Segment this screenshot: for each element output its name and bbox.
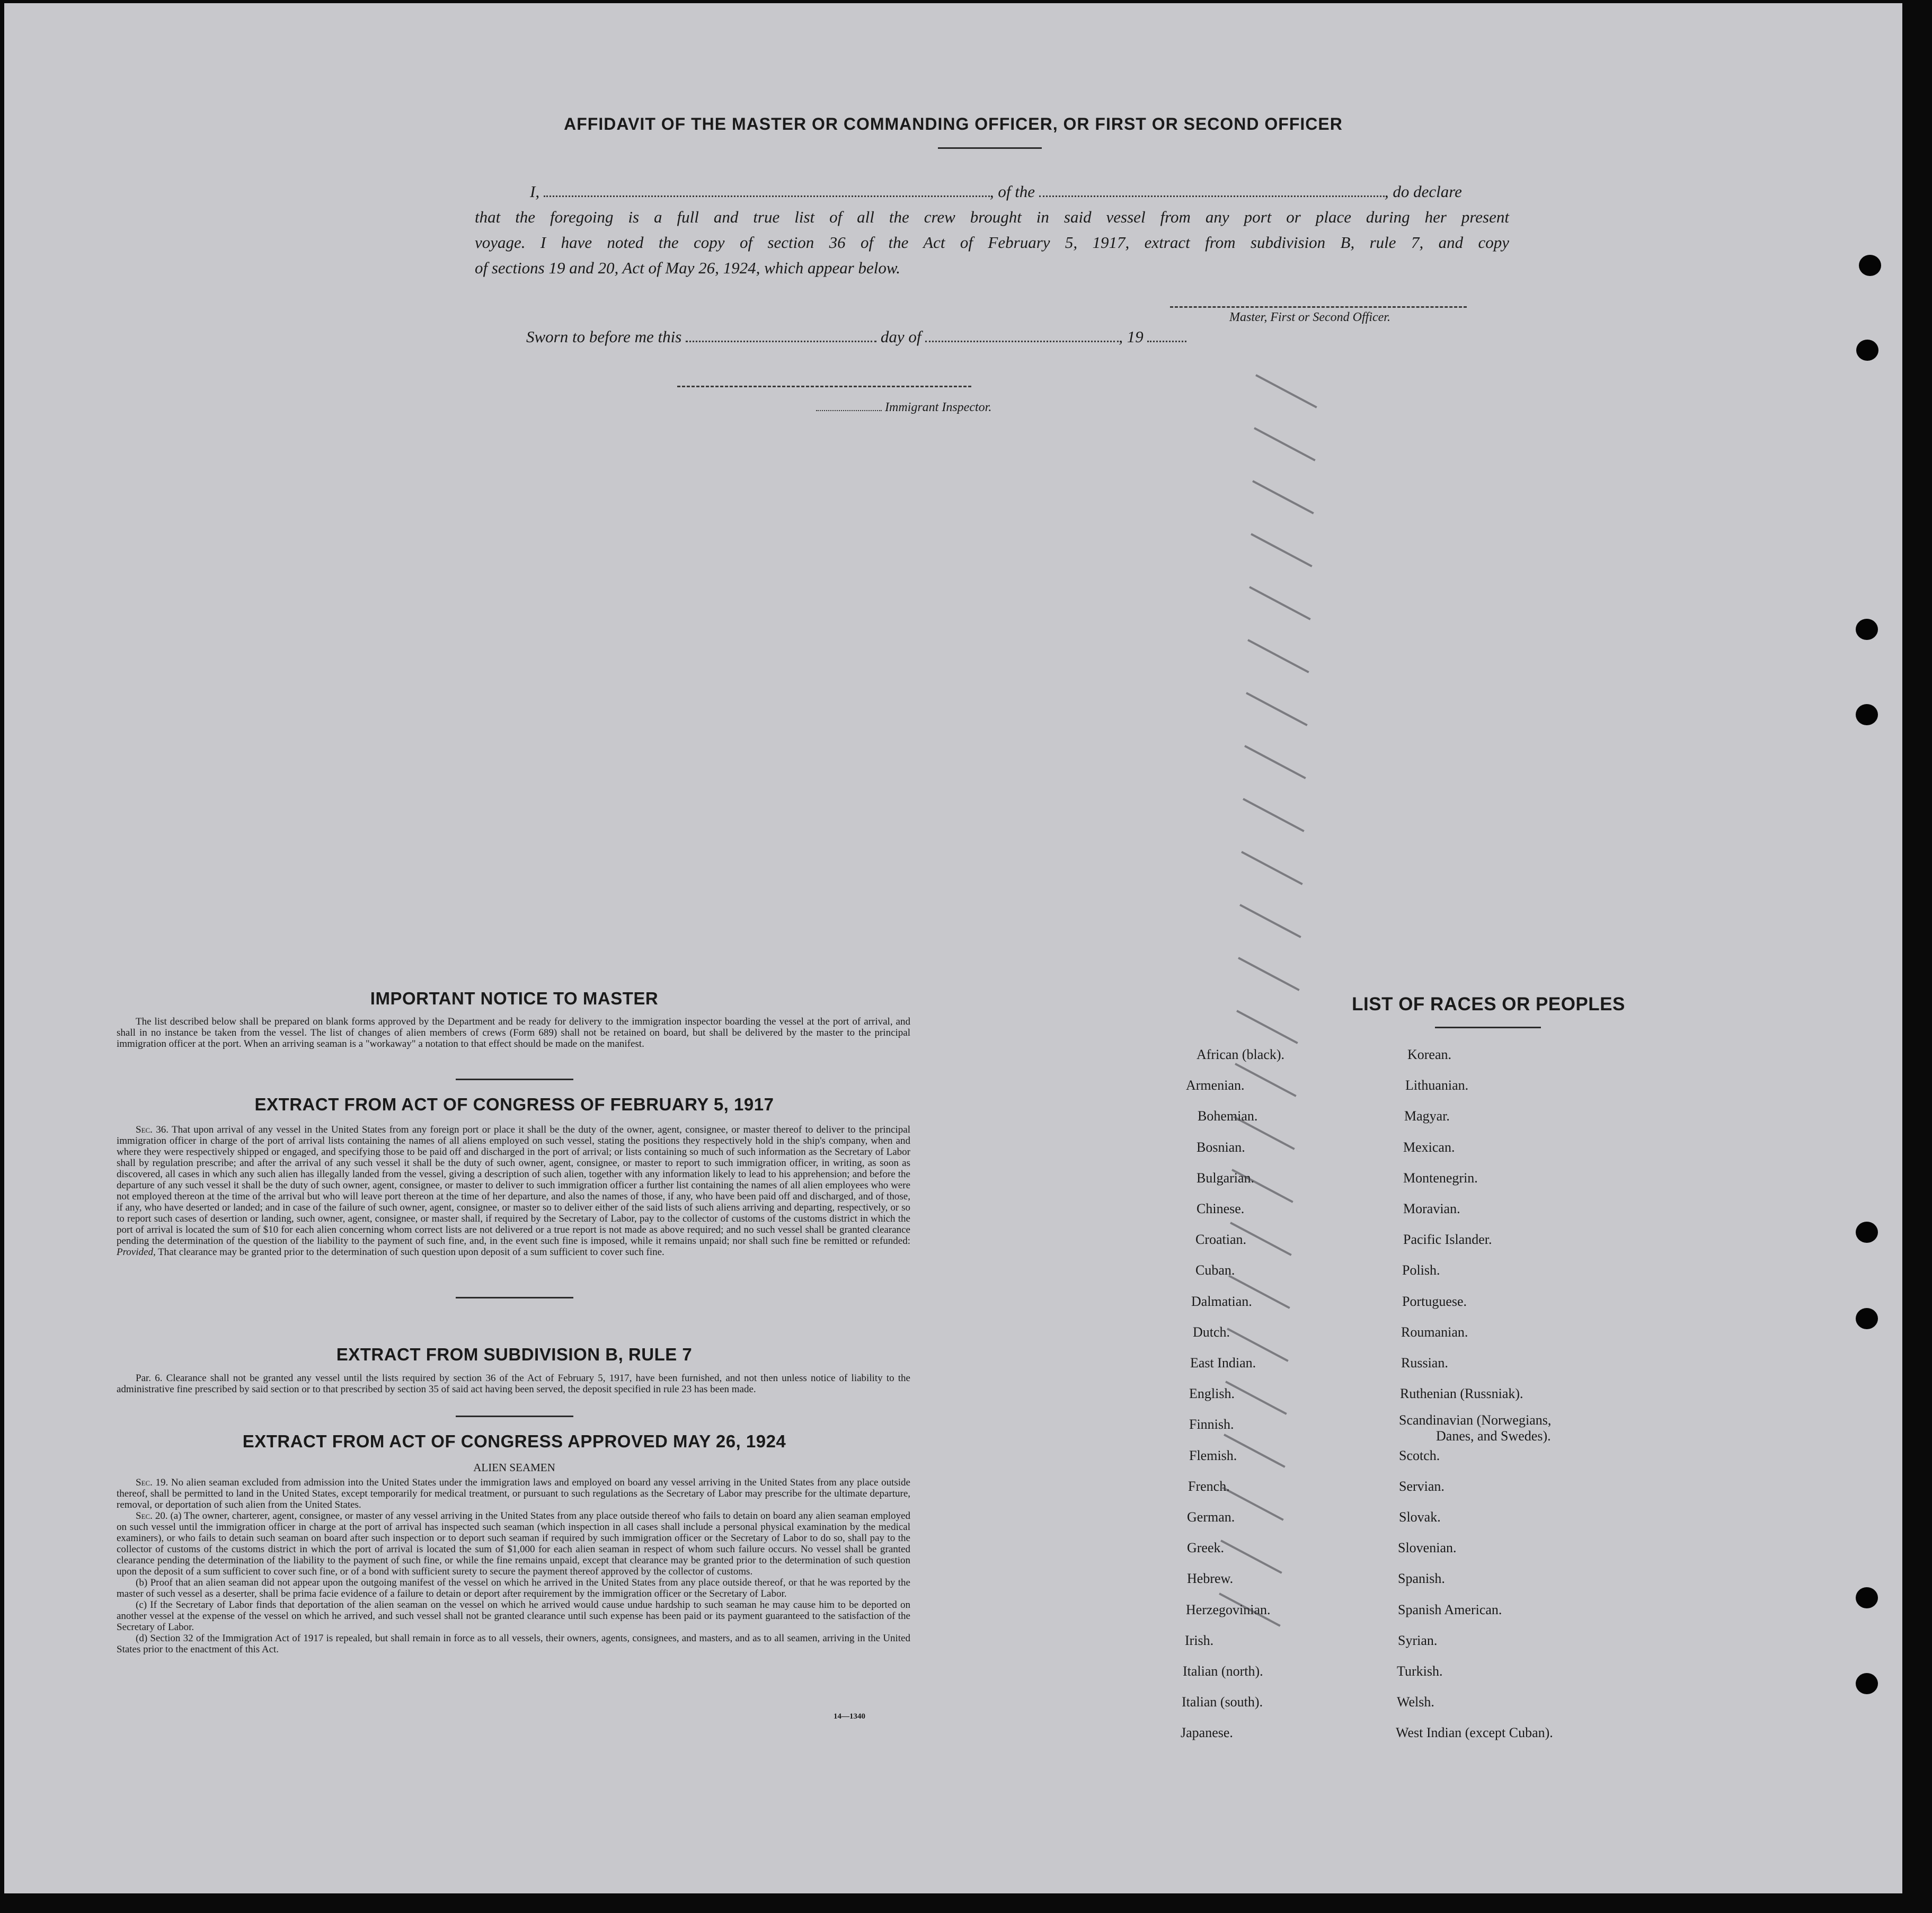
affidavit-line-2: that the foregoing is a full and true list of all the crew brought in said vessel from any port or place during her present	[475, 208, 1509, 226]
race-item-right: West Indian (except Cuban).	[1396, 1725, 1553, 1741]
stamp-mark	[1239, 904, 1301, 938]
day-of-text: day of	[880, 327, 921, 346]
race-item-right: Roumanian.	[1401, 1324, 1468, 1340]
race-item-right: Pacific Islander.	[1403, 1232, 1492, 1248]
sworn-month-field[interactable]	[925, 341, 1119, 342]
sworn-year-field[interactable]	[1147, 341, 1186, 342]
race-item-right: Slovenian.	[1398, 1540, 1457, 1556]
race-item-left: Greek.	[1187, 1540, 1225, 1556]
stamp-mark	[1249, 586, 1311, 620]
stamp-mark	[1252, 480, 1314, 514]
sworn-text: Sworn to before me this	[526, 327, 682, 346]
race-item-left: Dalmatian.	[1191, 1293, 1252, 1309]
sworn-line	[526, 327, 1186, 346]
notice-rule	[456, 1079, 573, 1080]
sec-19-label: Sec. 19.	[136, 1477, 169, 1488]
race-item-left: Flemish.	[1189, 1447, 1237, 1463]
race-item-left: East Indian.	[1190, 1355, 1256, 1371]
inspector-signature-label	[816, 401, 991, 415]
race-item-right: Scotch.	[1399, 1447, 1440, 1463]
race-item-right: Korean.	[1407, 1047, 1452, 1062]
extract-1917-title: EXTRACT FROM ACT OF CONGRESS OF FEBRUARY 5, 1917	[254, 1095, 774, 1114]
race-item-right: Russian.	[1401, 1355, 1448, 1371]
races-title: LIST OF RACES OR PEOPLES	[1352, 994, 1625, 1015]
rule7-paragraph: Par. 6. Clearance shall not be granted any vessel until the lists required by section 36 of the Act of February 5, 1917, have been furnished, and not then unless notice of liability to the administrative fine prescribed by said section or to that prescribed by section 35 of said act having been served, the deposit specified in rule 23 has been made.	[117, 1373, 910, 1395]
race-item-left: Armenian.	[1186, 1078, 1245, 1093]
race-item-left: Japanese.	[1181, 1725, 1233, 1741]
race-item-left: Cuban.	[1195, 1262, 1235, 1278]
race-item-right: Spanish.	[1398, 1571, 1445, 1587]
affidavit-do-declare: , do declare	[1384, 182, 1462, 201]
affidavit-body	[475, 179, 1509, 281]
name-field[interactable]	[544, 195, 990, 197]
sec-20c-text: (c) If the Secretary of Labor finds that deportation of the alien seaman on the vessel on which he arrived would cause undue hardship to such seaman he may cause him to be deported on another vessel at the expense of the vessel on which he arrived, and such vessel shall not be granted clearance until such expense has been paid or its payment guaranteed to the satisfaction of the Secretary of Labor.	[117, 1599, 910, 1633]
punch-hole	[1856, 1308, 1878, 1329]
race-item-left: Dutch.	[1193, 1324, 1230, 1340]
rule7-rule	[456, 1416, 573, 1417]
affidavit-line-3: voyage. I have noted the copy of section 36 of the Act of February 5, 1917, extract from subdivision B, rule 7, and copy	[475, 233, 1509, 252]
race-item-right: Montenegrin.	[1403, 1170, 1478, 1186]
alien-seamen-heading: ALIEN SEAMEN	[473, 1461, 555, 1474]
notice-paragraph: The list described below shall be prepared on blank forms approved by the Department and be ready for delivery to the immigration inspector boarding the vessel at the port of arrival, and shall in no instance be taken from the vessel. The list of changes of alien members of crews (Form 689) shall not be retained on board, but shall be delivered by the master to the principal immigration officer at the port. When an arriving seaman is a "workaway" a notation to that effect should be made on the manifest.	[117, 1016, 910, 1049]
race-item-left: African (black).	[1197, 1047, 1285, 1062]
form-number: 14—1340	[834, 1712, 865, 1721]
race-item-left: Bosnian.	[1197, 1139, 1245, 1155]
races-rule	[1435, 1027, 1541, 1028]
rule7-text	[117, 1373, 910, 1395]
race-item-right: Turkish.	[1397, 1663, 1443, 1679]
punch-hole	[1856, 1673, 1878, 1694]
inspector-signature-line[interactable]	[677, 386, 971, 387]
race-item-right: Magyar.	[1404, 1108, 1450, 1124]
stamp-mark	[1246, 692, 1308, 726]
race-item-left: Chinese.	[1197, 1201, 1245, 1216]
notice-text	[117, 1016, 910, 1049]
stamp-mark	[1241, 851, 1303, 885]
stamp-mark	[1238, 957, 1300, 991]
race-item-left: Croatian.	[1195, 1232, 1247, 1248]
sec-36-text: That upon arrival of any vessel in the United States from any foreign port or place it shall be the duty of the owner, agent, consignee, or master thereof to deliver to the principal immigration officer in charge of the port of arrival lists containing the names of all aliens employed on such vessel, stating the positions they respectively hold in the ship's company, when and where they were respectively shipped or engaged, and specifying those to be paid off and discharged in the port of arrival; or lists containing so much of such information as the Secretary of Labor shall by regulation prescribe; and after the arrival of any such vessel it shall be the duty of such owner, agent, consignee, or master to report to such immigration officer, in writing, as soon as discovered, all cases in which any such alien has illegally landed from the vessel, giving a description of such alien, together with any information likely to lead to his apprehension; and before the departure of any such vessel it shall be the duty of such owner, agent, consignee, or master to deliver to such immigration officer a further list containing the names of all alien employees who were not employed thereon at the time of the arrival but who will leave port thereon at the time of her departure, and also the names of those, if any, who have been paid off and discharged, and of those, if any, who have deserted or landed; and in case of the failure of such owner, agent, consignee, or master so to deliver either of the said lists of such aliens arriving and departing, respectively, or so to report such cases of desertion or landing, such owner, agent, consignee, or master shall, if required by the Secretary of Labor, pay to the collector of customs of the customs district in which the port of arrival is located the sum of $10 for each alien concerning whom correct lists are not delivered or a true report is not made as above required; and no such vessel shall be granted clearance pending the determination of the question of the liability to the payment of such fine, and, in the event such fine is imposed, while it remains unpaid; nor shall such fine be remitted or refunded:	[117, 1124, 910, 1247]
affidavit-of-the: , of the	[989, 182, 1035, 201]
race-item-right: Lithuanian.	[1405, 1078, 1469, 1093]
race-item-left: Bulgarian.	[1197, 1170, 1255, 1186]
extract-1917-rule	[456, 1297, 573, 1298]
race-item-right: Syrian.	[1398, 1632, 1438, 1648]
inspector-dots	[816, 410, 882, 411]
punch-hole	[1856, 619, 1878, 640]
sec-19-text: No alien seaman excluded from admission into the United States under the immigration laws and employed on board any vessel arriving in the United States from any place outside thereof, shall be permitted to land in the United States, except temporarily for medical treatment, or pursuant to such regulations as the Secretary of Labor may prescribe for the ultimate departure, removal, or deportation of such alien from the United States.	[117, 1477, 910, 1510]
affidavit-line-4: of sections 19 and 20, Act of May 26, 1924, which appear below.	[475, 259, 901, 277]
sec-20d-text: (d) Section 32 of the Immigration Act of 1917 is repealed, but shall remain in force as to all vessels, their owners, agents, consignees, and masters, and as to all seamen, arriving in the United States prior to the enactment of this Act.	[117, 1633, 910, 1655]
race-item-right: Servian.	[1399, 1478, 1444, 1494]
race-item-right: Welsh.	[1397, 1694, 1434, 1710]
affidavit-line-1	[475, 179, 1509, 204]
vessel-field[interactable]	[1039, 195, 1385, 197]
race-item-left: French.	[1188, 1478, 1230, 1494]
race-item-left: Irish.	[1185, 1632, 1214, 1648]
punch-hole	[1856, 340, 1878, 361]
race-item-left: Italian (south).	[1182, 1694, 1263, 1710]
race-item-right: Polish.	[1402, 1262, 1440, 1278]
stamp-mark	[1243, 798, 1305, 832]
stamp-mark	[1255, 374, 1317, 408]
extract-1924-title: EXTRACT FROM ACT OF CONGRESS APPROVED MAY 26, 1924	[242, 1431, 786, 1451]
race-item-left: English.	[1189, 1386, 1235, 1402]
race-item-right: Ruthenian (Russniak).	[1400, 1386, 1523, 1402]
race-item-left: German.	[1187, 1509, 1235, 1525]
title-rule	[938, 147, 1042, 149]
punch-hole	[1856, 1587, 1878, 1608]
master-signature-label: Master, First or Second Officer.	[1229, 310, 1390, 324]
punch-hole	[1856, 1222, 1878, 1243]
sec-20b-text: (b) Proof that an alien seaman did not appear upon the outgoing manifest of the vessel on which he arrived in the United States from any place outside thereof, or that he was reported by the master of such vessel as a deserter, shall be prima facie evidence of a failure to detain or deport after requirement by the immigration officer or the Secretary of Labor.	[117, 1577, 910, 1599]
stamp-mark	[1247, 639, 1309, 673]
sec-20-label: Sec. 20.	[136, 1510, 168, 1521]
stamp-mark	[1244, 745, 1306, 779]
rule7-title: EXTRACT FROM SUBDIVISION B, RULE 7	[336, 1345, 693, 1364]
stamp-mark	[1220, 1540, 1282, 1574]
stamp-mark	[1251, 533, 1313, 567]
race-item-left: Italian (north).	[1183, 1663, 1263, 1679]
document-page	[4, 3, 1902, 1893]
race-item-right: Slovak.	[1399, 1509, 1441, 1525]
stamp-mark	[1254, 427, 1316, 461]
affidavit-i: I,	[530, 182, 540, 201]
affidavit-title: AFFIDAVIT OF THE MASTER OR COMMANDING OFFICER, OR FIRST OR SECOND OFFICER	[564, 114, 1343, 134]
sworn-day-field[interactable]	[686, 341, 876, 342]
year-prefix: , 19	[1119, 327, 1144, 346]
race-item-left: Bohemian.	[1198, 1108, 1258, 1124]
race-scandinavian-continued: Danes, and Swedes).	[1436, 1428, 1551, 1444]
race-item-left: Herzegovinian.	[1186, 1601, 1271, 1617]
punch-hole	[1856, 704, 1878, 725]
race-item-left: Finnish.	[1189, 1417, 1234, 1432]
race-item-right: Scandinavian (Norwegians,	[1399, 1412, 1552, 1428]
sec-20a-text: (a) The owner, charterer, agent, consignee, or master of any vessel arriving in the United States from any place outside thereof who fails to detain on board any alien seaman employed on such vessel until the immigration officer in charge at the port of arrival has inspected such seaman (which inspection in all cases shall include a personal physical examination by the medical examiners), or who fails to detain such seaman on board after such inspection or to deport such seaman if required by such immigration officer or the Secretary of Labor to do so, shall pay to the collector of customs of the customs district in which the port of arrival is located the sum of $1,000 for each alien seaman in respect of whom such failure occurs. No vessel shall be granted clearance pending the determination of the liability to the payment of such fine, or while the fine remains unpaid, except that clearance may be granted prior to the determination of such question upon the deposit of a sum sufficient to cover such fine, or of a bond with sufficient surety to secure the payment thereof approved by the collector of customs.	[117, 1510, 910, 1577]
master-signature-line[interactable]	[1170, 306, 1467, 308]
race-item-right: Mexican.	[1403, 1139, 1455, 1155]
notice-title: IMPORTANT NOTICE TO MASTER	[370, 989, 659, 1008]
race-item-right: Moravian.	[1403, 1201, 1460, 1216]
race-item-right: Portuguese.	[1402, 1293, 1467, 1309]
extract-1917-text	[117, 1124, 910, 1258]
provided-word: Provided,	[117, 1247, 156, 1258]
sec-36-text-end: That clearance may be granted prior to the determination of such question upon deposit of a sum sufficient to cover such fine.	[158, 1247, 664, 1258]
race-item-left: Hebrew.	[1187, 1571, 1234, 1587]
extract-1924-text	[117, 1477, 910, 1655]
race-item-right: Spanish American.	[1398, 1601, 1502, 1617]
inspector-label-text: Immigrant Inspector.	[885, 401, 992, 414]
sec-36-label: Sec. 36.	[136, 1124, 169, 1135]
punch-hole	[1859, 255, 1881, 276]
